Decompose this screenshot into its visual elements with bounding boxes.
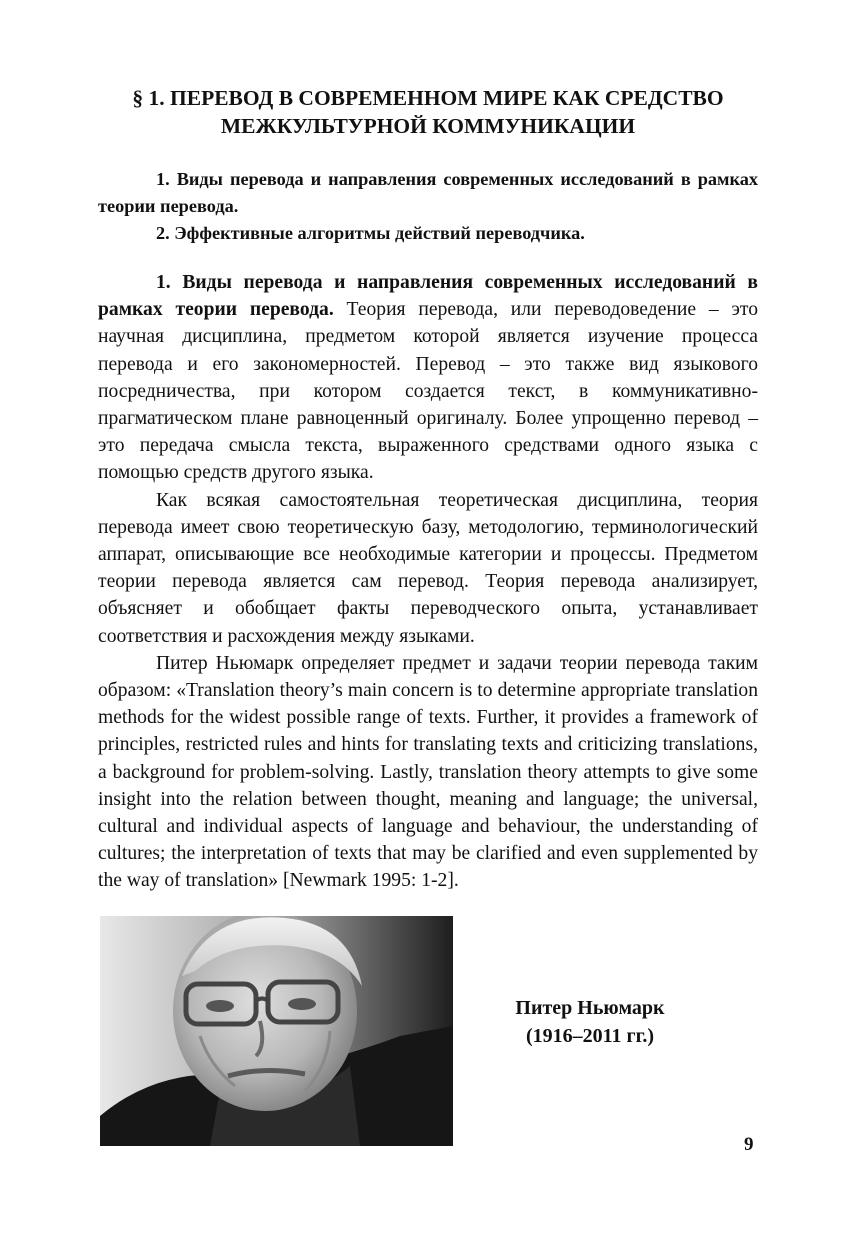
section-plan bbox=[98, 166, 758, 247]
section-heading-line-1: § 1. ПЕРЕВОД В СОВРЕМЕННОМ МИРЕ КАК СРЕДСТВО bbox=[132, 86, 724, 110]
plan-item-1: 1. Виды перевода и направления современных исследований в рамках теории перевода. bbox=[98, 169, 758, 216]
section-heading bbox=[98, 84, 758, 140]
photo-caption bbox=[475, 994, 705, 1050]
body-text bbox=[98, 269, 758, 895]
caption-name: Питер Ньюмарк bbox=[515, 997, 665, 1019]
paragraph-1-text: Теория перевода, или переводоведение – это научная дисциплина, предметом которой является изучение процесса перевода и его закономерностей. Перевод – это также вид языкового посредничества, при котором создается текст, в коммуникативно-прагматическом плане равноценный оригиналу. Более упрощенно перевод – это передача смысла текста, выраженного средствами одного языка с помощью средств другого языка. bbox=[98, 299, 759, 484]
caption-years: (1916–2011 гг.) bbox=[525, 1025, 655, 1047]
portrait-photo bbox=[100, 916, 453, 1146]
paragraph-3: Питер Ньюмарк определяет предмет и задачи теории перевода таким образом: «Translation theory’s main concern is to determine appropriate translation methods for the widest possible range of texts. Further, it provides a framework of principles, restricted rules and hints for translating texts and criticizing translations, a background for problem-solving. Lastly, translation theory attempts to give some insight into the relation between thought, meaning and language; the universal, cultural and individual aspects of language and behaviour, the understanding of cultures; the interpretation of texts that may be clarified and even supplemented by the way of translation» [Newmark 1995: 1-2]. bbox=[98, 652, 758, 892]
paragraph-1-lead: 1. Виды перевода и направления современных исследований в рамках теории перевода. bbox=[98, 272, 758, 321]
page-content bbox=[98, 84, 758, 895]
paragraph-1 bbox=[98, 269, 758, 487]
plan-item-2: 2. Эффективные алгоритмы действий переводчика. bbox=[156, 223, 585, 243]
paragraph-2: Как всякая самостоятельная теоретическая дисциплина, теория перевода имеет свою теоретическую базу, методологию, терминологический аппарат, описывающие все необходимые категории и процессы. Предметом теории перевода является сам перевод. Теория перевода анализирует, объясняет и обобщает факты переводческого опыта, устанавливает соответствия и расхождения между языками. bbox=[98, 489, 758, 647]
section-heading-line-2: МЕЖКУЛЬТУРНОЙ КОММУНИКАЦИИ bbox=[220, 114, 636, 138]
page-number: 9 bbox=[744, 1134, 754, 1155]
